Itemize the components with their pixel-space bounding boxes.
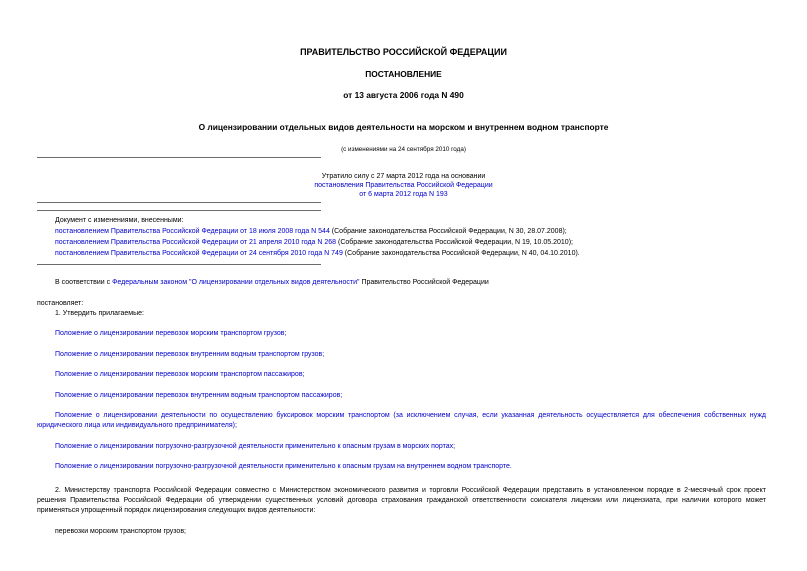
regulation-link[interactable]: Положение о лицензировании деятельности по осуществлению буксировок морским транспортом (за исключением случая, если указанная деятельность осуществляется для обеспечения собственных нужд xyxy=(55,412,766,419)
change-link[interactable]: постановлением Правительства Российской Федерации от 18 июля 2008 года N 544 xyxy=(55,228,330,235)
divider xyxy=(37,202,321,203)
change-item xyxy=(55,249,580,258)
regulation-link-continued[interactable]: юридического лица или индивидуального предпринимателя); xyxy=(37,422,237,429)
divider xyxy=(37,210,321,211)
paragraph-2-line: решения Правительства Российской Федерации об утверждении существенных условий договора страхования гражданской ответственности соискателя лицензии или лицензиата, при наличии которого может xyxy=(37,497,766,504)
status-text: Утратило силу с 27 марта 2012 года на основании xyxy=(321,173,486,180)
change-source: (Собрание законодательства Российской Федерации, N 19, 10.05.2010); xyxy=(336,239,573,246)
federal-law-link[interactable]: Федеральным законом "О лицензировании отдельных видов деятельности" xyxy=(112,279,360,286)
change-item xyxy=(55,227,567,236)
regulation-link[interactable]: Положение о лицензировании перевозок внутренним водным транспортом грузов; xyxy=(55,351,325,358)
document-type: ПОСТАНОВЛЕНИЕ xyxy=(365,69,442,79)
regulation-link[interactable]: Положение о лицензировании перевозок внутренним водным транспортом пассажиров; xyxy=(55,392,343,399)
status-link-decree[interactable]: постановления Правительства Российской Федерации xyxy=(314,182,493,189)
paragraph-1: 1. Утвердить прилагаемые: xyxy=(55,310,144,317)
changes-intro: Документ с изменениями, внесенными: xyxy=(55,217,184,224)
change-link[interactable]: постановлением Правительства Российской Федерации от 21 апреля 2010 года N 268 xyxy=(55,239,337,246)
intro-text: Правительство Российской Федерации xyxy=(359,279,489,286)
status-link-date[interactable]: от 6 марта 2012 года N 193 xyxy=(359,191,448,198)
paragraph-2-line: 2. Министерству транспорта Российской Федерации совместно с Министерством экономического развития и торговли Российской Федерации представить в установленном порядке в 2-месячный срок проект xyxy=(55,487,766,494)
change-item xyxy=(55,238,573,247)
decrees-text: постановляет: xyxy=(37,300,84,307)
change-source: (Собрание законодательства Российской Федерации, N 40, 04.10.2010). xyxy=(342,250,580,257)
intro-paragraph xyxy=(55,278,489,287)
document-date-number: от 13 августа 2006 года N 490 xyxy=(343,90,464,100)
paragraph-2-line: применяться упрощенный порядок лицензирования следующих видов деятельности: xyxy=(37,507,316,514)
divider xyxy=(37,264,321,265)
divider xyxy=(37,157,321,158)
change-link[interactable]: постановлением Правительства Российской Федерации от 24 сентября 2010 года N 749 xyxy=(55,250,343,257)
regulation-link[interactable]: Положение о лицензировании перевозок морским транспортом пассажиров; xyxy=(55,371,305,378)
regulation-link[interactable]: Положение о лицензировании погрузочно-разгрузочной деятельности применительно к опасным грузам на внутреннем водном транспорте. xyxy=(55,463,512,470)
regulation-link[interactable]: Положение о лицензировании погрузочно-разгрузочной деятельности применительно к опасным грузам в морских портах; xyxy=(55,443,456,450)
intro-text: В соответствии с xyxy=(55,279,113,286)
document-title: О лицензировании отдельных видов деятельности на морском и внутреннем водном транспорте xyxy=(198,122,609,132)
amendments-note: (с изменениями на 24 сентября 2010 года) xyxy=(341,146,466,153)
regulation-link[interactable]: Положение о лицензировании перевозок морским транспортом грузов; xyxy=(55,330,287,337)
change-source: (Собрание законодательства Российской Федерации, N 30, 28.07.2008); xyxy=(329,228,567,235)
government-heading: ПРАВИТЕЛЬСТВО РОССИЙСКОЙ ФЕДЕРАЦИИ xyxy=(300,47,507,57)
list-item-text: перевозки морским транспортом грузов; xyxy=(55,528,186,535)
